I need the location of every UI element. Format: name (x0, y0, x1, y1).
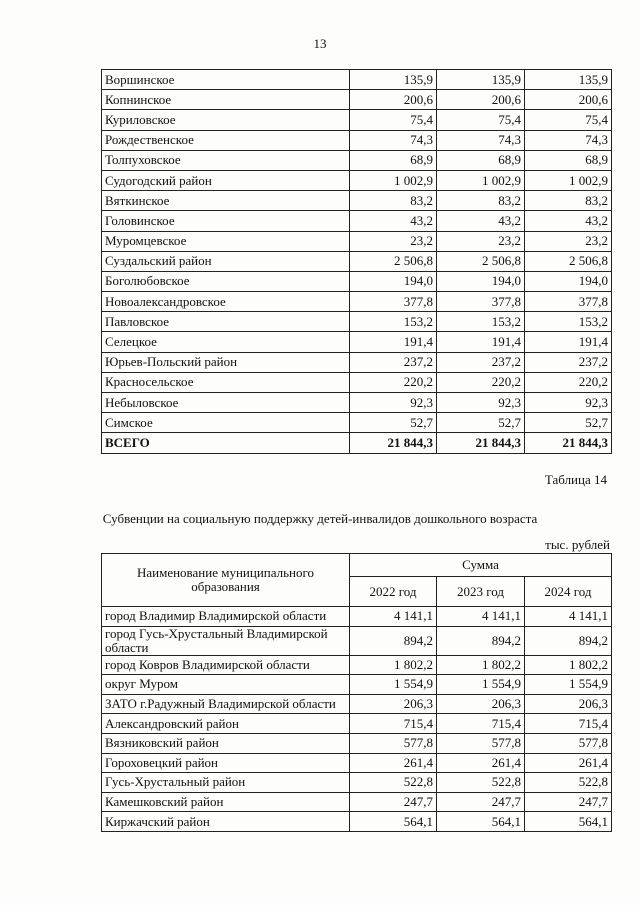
municipality-cell: Юрьев-Польский район (102, 352, 350, 372)
value-2023-cell: 75,4 (437, 110, 525, 130)
municipality-cell: Киржачский район (102, 812, 350, 832)
table-row (102, 110, 612, 130)
municipality-cell: Рождественское (102, 130, 350, 150)
value-2023-cell: 1 554,9 (437, 675, 525, 695)
value-2023-cell: 715,4 (437, 714, 525, 734)
value-2024-cell: 261,4 (525, 753, 612, 773)
unit-label: тыс. рублей (545, 537, 610, 552)
table-row (102, 393, 612, 413)
value-2024-cell: 200,6 (525, 90, 612, 110)
municipality-cell: Вязниковский район (102, 733, 350, 753)
value-2022-cell: 23,2 (350, 231, 437, 251)
table-row (102, 655, 612, 675)
value-2023-cell: 74,3 (437, 130, 525, 150)
value-2024-cell: 2 506,8 (525, 251, 612, 271)
municipality-cell: округ Муром (102, 675, 350, 695)
value-2022-cell: 2 506,8 (350, 251, 437, 271)
value-2024-cell: 564,1 (525, 812, 612, 832)
value-2023-cell: 135,9 (437, 70, 525, 90)
value-2023-cell: 23,2 (437, 231, 525, 251)
value-2024-cell: 74,3 (525, 130, 612, 150)
municipality-cell: Муромцевское (102, 231, 350, 251)
table-row (102, 675, 612, 695)
municipality-cell: Судогодский район (102, 170, 350, 190)
value-2022-cell: 92,3 (350, 393, 437, 413)
value-2024-cell: 92,3 (525, 393, 612, 413)
value-2022-cell: 135,9 (350, 70, 437, 90)
value-2023-cell: 2 506,8 (437, 251, 525, 271)
municipality-cell: Гороховецкий район (102, 753, 350, 773)
value-2022-cell: 68,9 (350, 150, 437, 170)
value-2023-cell: 43,2 (437, 211, 525, 231)
table-row (102, 191, 612, 211)
municipality-cell: Боголюбовское (102, 271, 350, 291)
table-row (102, 626, 612, 655)
value-2024-cell: 1 002,9 (525, 170, 612, 190)
municipality-cell: Красносельское (102, 372, 350, 392)
table-row (102, 312, 612, 332)
value-2024-cell: 4 141,1 (525, 607, 612, 627)
total-2023-cell: 21 844,3 (437, 433, 525, 453)
header-sum: Сумма (350, 554, 612, 577)
value-2022-cell: 1 802,2 (350, 655, 437, 675)
table-row (102, 773, 612, 793)
page-number: 13 (313, 36, 327, 51)
header-row (102, 554, 612, 577)
table-row (102, 694, 612, 714)
value-2022-cell: 577,8 (350, 733, 437, 753)
subsidy-table-14 (101, 553, 612, 832)
municipality-cell: Павловское (102, 312, 350, 332)
table-row (102, 150, 612, 170)
municipality-cell: Новоалександровское (102, 292, 350, 312)
table-row (102, 812, 612, 832)
value-2022-cell: 83,2 (350, 191, 437, 211)
value-2022-cell: 237,2 (350, 352, 437, 372)
value-2024-cell: 52,7 (525, 413, 612, 433)
table-row (102, 70, 612, 90)
value-2023-cell: 83,2 (437, 191, 525, 211)
value-2023-cell: 577,8 (437, 733, 525, 753)
value-2022-cell: 194,0 (350, 271, 437, 291)
total-label-cell: ВСЕГО (102, 433, 350, 453)
municipality-cell: город Ковров Владимирской области (102, 655, 350, 675)
value-2024-cell: 135,9 (525, 70, 612, 90)
value-2023-cell: 1 802,2 (437, 655, 525, 675)
value-2023-cell: 92,3 (437, 393, 525, 413)
top-table-body (102, 70, 612, 454)
value-2023-cell: 564,1 (437, 812, 525, 832)
table-row (102, 332, 612, 352)
table-label: Таблица 14 (544, 472, 607, 487)
table-row (102, 170, 612, 190)
value-2024-cell: 194,0 (525, 271, 612, 291)
table-row (102, 607, 612, 627)
value-2022-cell: 522,8 (350, 773, 437, 793)
municipality-cell: Суздальский район (102, 251, 350, 271)
value-2022-cell: 74,3 (350, 130, 437, 150)
municipality-cell: ЗАТО г.Радужный Владимирской области (102, 694, 350, 714)
value-2023-cell: 200,6 (437, 90, 525, 110)
total-row (102, 433, 612, 453)
value-2023-cell: 68,9 (437, 150, 525, 170)
value-2024-cell: 220,2 (525, 372, 612, 392)
table-row (102, 130, 612, 150)
header-year-2023: 2023 год (437, 577, 525, 607)
municipality-cell: Куриловское (102, 110, 350, 130)
table-row (102, 372, 612, 392)
value-2023-cell: 237,2 (437, 352, 525, 372)
table-row (102, 413, 612, 433)
subsidy-table-continued (101, 69, 612, 454)
value-2023-cell: 261,4 (437, 753, 525, 773)
value-2022-cell: 4 141,1 (350, 607, 437, 627)
table-row (102, 733, 612, 753)
value-2024-cell: 1 554,9 (525, 675, 612, 695)
municipality-cell: Александровский район (102, 714, 350, 734)
value-2024-cell: 247,7 (525, 792, 612, 812)
value-2022-cell: 377,8 (350, 292, 437, 312)
value-2024-cell: 191,4 (525, 332, 612, 352)
value-2024-cell: 1 802,2 (525, 655, 612, 675)
value-2023-cell: 52,7 (437, 413, 525, 433)
value-2024-cell: 206,3 (525, 694, 612, 714)
table-row (102, 292, 612, 312)
value-2023-cell: 153,2 (437, 312, 525, 332)
total-2022-cell: 21 844,3 (350, 433, 437, 453)
municipality-cell: Небыловское (102, 393, 350, 413)
value-2024-cell: 68,9 (525, 150, 612, 170)
value-2022-cell: 1 002,9 (350, 170, 437, 190)
table-row (102, 251, 612, 271)
value-2022-cell: 191,4 (350, 332, 437, 352)
value-2023-cell: 522,8 (437, 773, 525, 793)
municipality-cell: город Гусь-Хрустальный Владимирской области (102, 626, 350, 655)
municipality-cell: город Владимир Владимирской области (102, 607, 350, 627)
value-2024-cell: 153,2 (525, 312, 612, 332)
value-2024-cell: 23,2 (525, 231, 612, 251)
value-2022-cell: 1 554,9 (350, 675, 437, 695)
value-2022-cell: 247,7 (350, 792, 437, 812)
value-2023-cell: 220,2 (437, 372, 525, 392)
value-2023-cell: 894,2 (437, 626, 525, 655)
table-row (102, 714, 612, 734)
value-2023-cell: 377,8 (437, 292, 525, 312)
municipality-cell: Воршинское (102, 70, 350, 90)
table-row (102, 90, 612, 110)
value-2022-cell: 564,1 (350, 812, 437, 832)
value-2024-cell: 83,2 (525, 191, 612, 211)
municipality-cell: Селецкое (102, 332, 350, 352)
municipality-cell: Головинское (102, 211, 350, 231)
value-2024-cell: 715,4 (525, 714, 612, 734)
value-2022-cell: 75,4 (350, 110, 437, 130)
value-2024-cell: 75,4 (525, 110, 612, 130)
value-2022-cell: 206,3 (350, 694, 437, 714)
municipality-cell: Гусь-Хрустальный район (102, 773, 350, 793)
total-2024-cell: 21 844,3 (525, 433, 612, 453)
table-row (102, 231, 612, 251)
value-2022-cell: 200,6 (350, 90, 437, 110)
value-2024-cell: 43,2 (525, 211, 612, 231)
municipality-cell: Вяткинское (102, 191, 350, 211)
value-2023-cell: 1 002,9 (437, 170, 525, 190)
header-name-column: Наименование муниципального образования (102, 554, 350, 607)
value-2024-cell: 522,8 (525, 773, 612, 793)
municipality-cell: Толпуховское (102, 150, 350, 170)
municipality-cell: Камешковский район (102, 792, 350, 812)
value-2023-cell: 4 141,1 (437, 607, 525, 627)
municipality-cell: Симское (102, 413, 350, 433)
value-2023-cell: 247,7 (437, 792, 525, 812)
municipality-cell: Копнинское (102, 90, 350, 110)
value-2022-cell: 261,4 (350, 753, 437, 773)
table-row (102, 211, 612, 231)
value-2024-cell: 237,2 (525, 352, 612, 372)
header-year-2024: 2024 год (525, 577, 612, 607)
table-row (102, 352, 612, 372)
value-2024-cell: 377,8 (525, 292, 612, 312)
table-title: Субвенции на социальную поддержку детей-инвалидов дошкольного возраста (102, 511, 538, 526)
value-2023-cell: 206,3 (437, 694, 525, 714)
value-2024-cell: 894,2 (525, 626, 612, 655)
value-2023-cell: 191,4 (437, 332, 525, 352)
value-2022-cell: 52,7 (350, 413, 437, 433)
value-2022-cell: 894,2 (350, 626, 437, 655)
value-2023-cell: 194,0 (437, 271, 525, 291)
value-2022-cell: 43,2 (350, 211, 437, 231)
value-2022-cell: 220,2 (350, 372, 437, 392)
table-row (102, 792, 612, 812)
table-row (102, 271, 612, 291)
table-row (102, 753, 612, 773)
value-2024-cell: 577,8 (525, 733, 612, 753)
value-2022-cell: 153,2 (350, 312, 437, 332)
value-2022-cell: 715,4 (350, 714, 437, 734)
bottom-table-body (102, 607, 612, 832)
header-year-2022: 2022 год (350, 577, 437, 607)
